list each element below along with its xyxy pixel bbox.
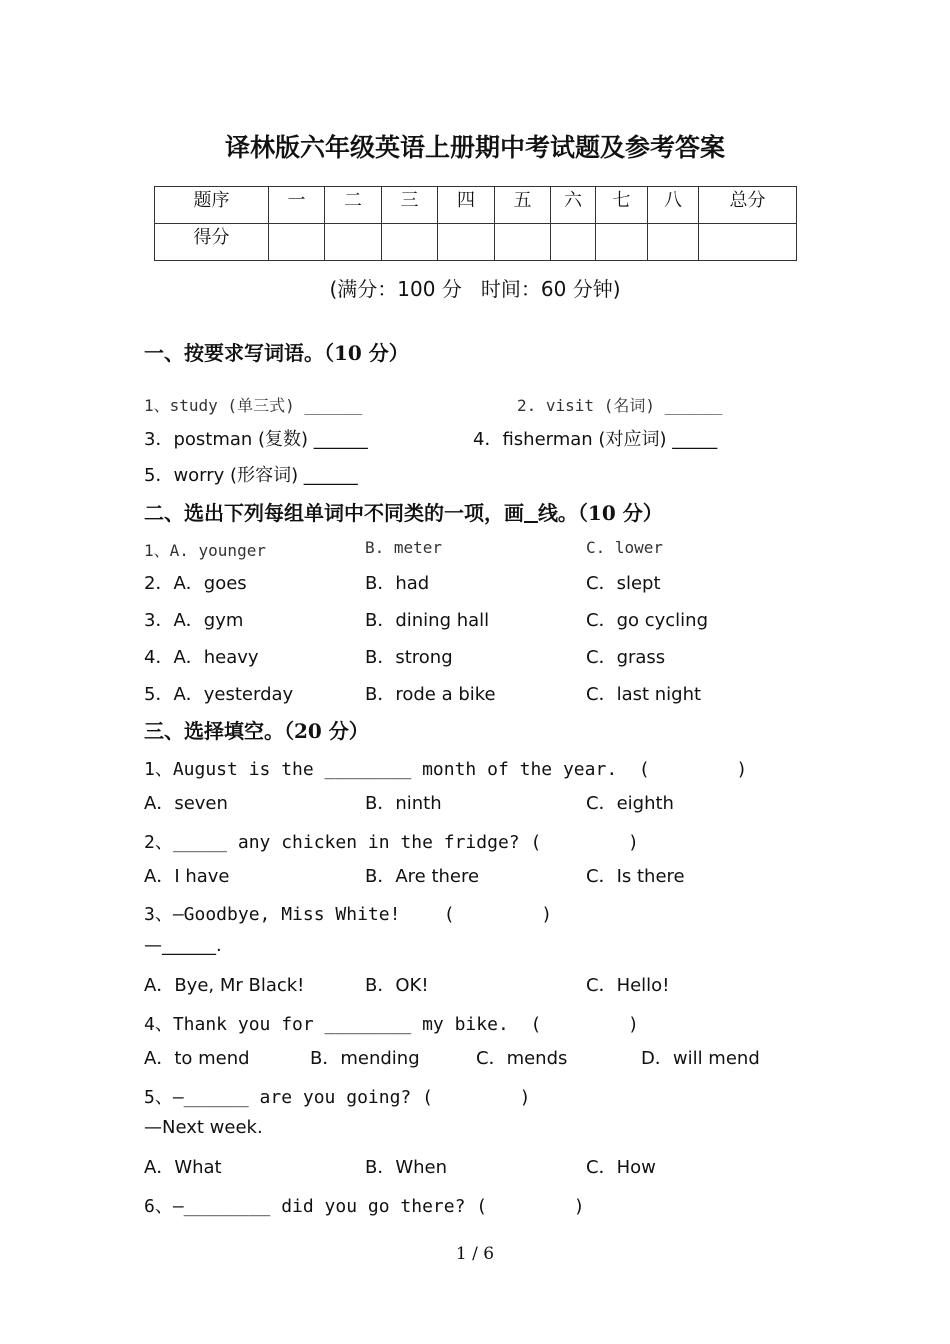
s2-row-5-option-b: B．rode a bike — [365, 684, 496, 705]
s2-row-1-option-b: B. meter — [365, 538, 443, 557]
s3-q1-option-a: A．seven — [144, 793, 228, 814]
s2-row-3-option-b: B．dining hall — [365, 610, 490, 631]
s3-q1-option-c: C．eighth — [586, 793, 674, 814]
s3-q3-option-c: C．Hello! — [586, 975, 670, 996]
score-header-cell: 一 — [269, 187, 325, 224]
s3-q2-option-b: B．Are there — [365, 866, 480, 887]
score-cell[interactable] — [596, 224, 648, 261]
s2-row-4-option-c: C．grass — [586, 647, 666, 668]
page-title: 译林版六年级英语上册期中考试题及参考答案 — [224, 133, 725, 162]
s3-q4-option-d: D．will mend — [641, 1048, 760, 1069]
s3-q3-reply-line: —______. — [144, 935, 222, 956]
section-1-heading: 一、按要求写词语。（10 分） — [144, 341, 409, 365]
s3-q5-option-c: C．How — [586, 1157, 656, 1178]
score-row-label: 得分 — [155, 224, 269, 261]
s2-row-4-option-a: 4．A．heavy — [144, 647, 259, 668]
s1-question-5: 5．worry (形容词) ______ — [144, 465, 358, 486]
score-cell[interactable] — [551, 224, 596, 261]
s3-q4-option-b: B．mending — [310, 1048, 420, 1069]
score-header-cell: 四 — [438, 187, 495, 224]
s2-row-4-option-b: B．strong — [365, 647, 453, 668]
section-2-heading-text-end: 线。（10 分） — [537, 501, 663, 525]
s3-q3-option-b: B．OK! — [365, 975, 429, 996]
s2-row-1-option-c: C. lower — [586, 538, 664, 557]
score-header-cell: 八 — [648, 187, 699, 224]
score-header-cell: 七 — [596, 187, 648, 224]
s2-row-1-option-a: 1、A. younger — [144, 541, 266, 560]
score-cell[interactable] — [325, 224, 382, 261]
s3-q4-option-c: C．mends — [476, 1048, 568, 1069]
s3-question-4: 4、Thank you for ________ my bike. ( ) — [144, 1014, 639, 1035]
s3-question-3: 3、—Goodbye, Miss White! ( ) — [144, 904, 553, 925]
section-3-heading: 三、选择填空。（20 分） — [144, 719, 369, 743]
s1-question-3: 3．postman (复数) ______ — [144, 429, 368, 450]
s1-question-1: 1、study (单三式) ______ — [144, 396, 363, 415]
s3-q1-option-b: B．ninth — [365, 793, 442, 814]
full-mark-time: (满分：100 分 时间：60 分钟) — [329, 277, 621, 301]
s1-question-4: 4．fisherman (对应词) _____ — [473, 429, 718, 450]
s2-row-2-option-c: C．slept — [586, 573, 661, 594]
s2-row-3-option-c: C．go cycling — [586, 610, 709, 631]
s3-question-2: 2、_____ any chicken in the fridge? ( ) — [144, 832, 639, 853]
s2-row-3-option-a: 3．A．gym — [144, 610, 244, 631]
score-header-cell: 六 — [551, 187, 596, 224]
score-cell[interactable] — [495, 224, 551, 261]
s3-q3-option-a: A．Bye, Mr Black! — [144, 975, 305, 996]
s3-q2-option-c: C．Is there — [586, 866, 685, 887]
s2-row-5-option-c: C．last night — [586, 684, 702, 705]
score-cell[interactable] — [382, 224, 438, 261]
s3-question-6: 6、—________ did you go there? ( ) — [144, 1196, 585, 1217]
score-header-cell: 五 — [495, 187, 551, 224]
s1-question-2: 2. visit (名词) ______ — [517, 396, 723, 415]
score-table-header-row — [155, 187, 797, 224]
score-header-cell: 二 — [325, 187, 382, 224]
score-cell[interactable] — [269, 224, 325, 261]
s3-q5-option-b: B．When — [365, 1157, 448, 1178]
s2-row-5-option-a: 5．A．yesterday — [144, 684, 294, 705]
score-cell[interactable] — [648, 224, 699, 261]
section-2-heading-text: 二、选出下列每组单词中不同类的一项，画 — [144, 501, 524, 525]
score-table-score-row — [155, 224, 797, 261]
s3-q2-option-a: A．I have — [144, 866, 230, 887]
s3-question-5: 5、—______ are you going? ( ) — [144, 1087, 531, 1108]
score-header-cell: 题序 — [155, 187, 269, 224]
s2-row-2-option-a: 2．A．goes — [144, 573, 247, 594]
score-header-cell: 总分 — [699, 187, 797, 224]
s2-row-2-option-b: B．had — [365, 573, 430, 594]
score-header-cell: 三 — [382, 187, 438, 224]
page-number: 1 / 6 — [455, 1244, 495, 1264]
score-cell[interactable] — [699, 224, 797, 261]
s3-q5-option-a: A．What — [144, 1157, 222, 1178]
s3-q4-option-a: A．to mend — [144, 1048, 250, 1069]
score-table — [154, 186, 797, 261]
section-2-heading — [144, 497, 663, 526]
s3-q5-reply-line: —Next week. — [144, 1117, 263, 1138]
s3-question-1: 1、August is the ________ month of the year. ( ) — [144, 759, 748, 780]
underline-blank — [524, 501, 538, 525]
score-cell[interactable] — [438, 224, 495, 261]
